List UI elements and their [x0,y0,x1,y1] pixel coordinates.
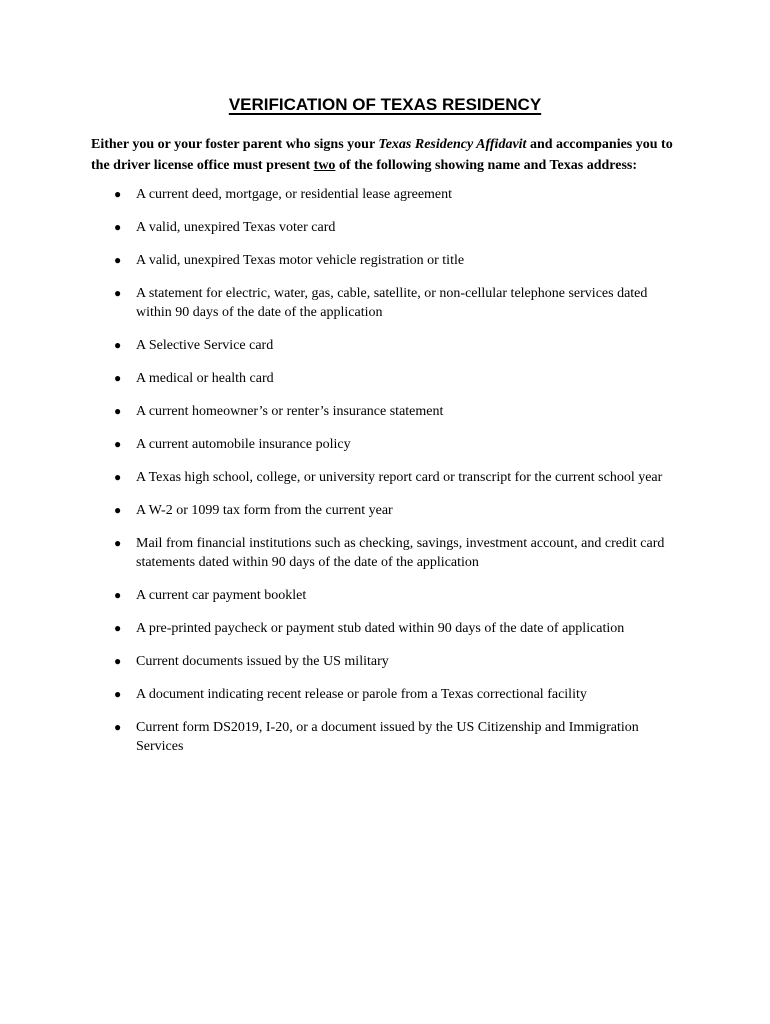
bullet-icon: ● [114,286,122,300]
list-item-text: A valid, unexpired Texas voter card [136,220,336,235]
bullet-icon: ● [114,371,122,385]
bullet-icon: ● [114,404,122,418]
bullet-icon: ● [114,720,122,734]
list-item [0,501,676,520]
bullet-icon: ● [114,687,122,701]
bullet-icon: ● [114,338,122,352]
list-item-text: Current documents issued by the US military [136,654,389,669]
bullet-icon: ● [114,621,122,635]
list-item-text: A current car payment booklet [136,588,307,603]
bullet-icon: ● [114,654,122,668]
bullet-icon: ● [114,536,122,550]
list-item-text: A current homeowner’s or renter’s insurance statement [136,404,444,419]
document-requirements-list [0,185,770,770]
list-item [0,336,676,355]
list-item [0,369,676,388]
bullet-icon: ● [114,187,122,201]
affidavit-name: Texas Residency Affidavit [378,137,527,152]
document-title: VERIFICATION OF TEXAS RESIDENCY [228,95,542,114]
list-item [0,185,676,204]
list-item-text: A pre-printed paycheck or payment stub dated within 90 days of the date of application [136,621,625,636]
list-item-text: A Texas high school, college, or university report card or transcript for the current school year [136,470,663,485]
list-item [0,586,676,605]
list-item-text: A valid, unexpired Texas motor vehicle registration or title [136,253,465,268]
bullet-icon: ● [114,437,122,451]
list-item-text: A W-2 or 1099 tax form from the current year [136,503,393,518]
list-item [0,468,676,487]
list-item [0,284,676,322]
list-item [0,685,676,704]
bullet-icon: ● [114,470,122,484]
required-count: two [313,158,336,173]
intro-text-1: Either you or your foster parent who signs your [91,137,379,152]
list-item [0,251,676,270]
list-item-text: Current form DS2019, I-20, or a document issued by the US Citizenship and Immigration Services [136,720,639,754]
intro-text-3: of the following showing name and Texas address: [335,158,638,173]
list-item-text: A current deed, mortgage, or residential lease agreement [136,187,453,202]
list-item-text: A statement for electric, water, gas, cable, satellite, or non-cellular telephone services dated within 90 days of the date of the application [136,286,648,320]
intro-paragraph [91,134,691,176]
list-item [0,435,676,454]
list-item-text: A document indicating recent release or parole from a Texas correctional facility [136,687,587,702]
list-item [0,402,676,421]
list-item [0,218,676,237]
list-item-text: Mail from financial institutions such as checking, savings, investment account, and credit card statements dated within 90 days of the date of the application [136,536,665,570]
bullet-icon: ● [114,253,122,267]
intro-text-2: and accompanies you to the driver license office must present [91,137,673,173]
list-item [0,718,676,756]
list-item-text: A medical or health card [136,371,274,386]
bullet-icon: ● [114,503,122,517]
list-item-text: A Selective Service card [136,338,274,353]
bullet-icon: ● [114,220,122,234]
list-item [0,534,676,572]
list-item [0,619,676,638]
list-item [0,652,676,671]
bullet-icon: ● [114,588,122,602]
list-item-text: A current automobile insurance policy [136,437,351,452]
